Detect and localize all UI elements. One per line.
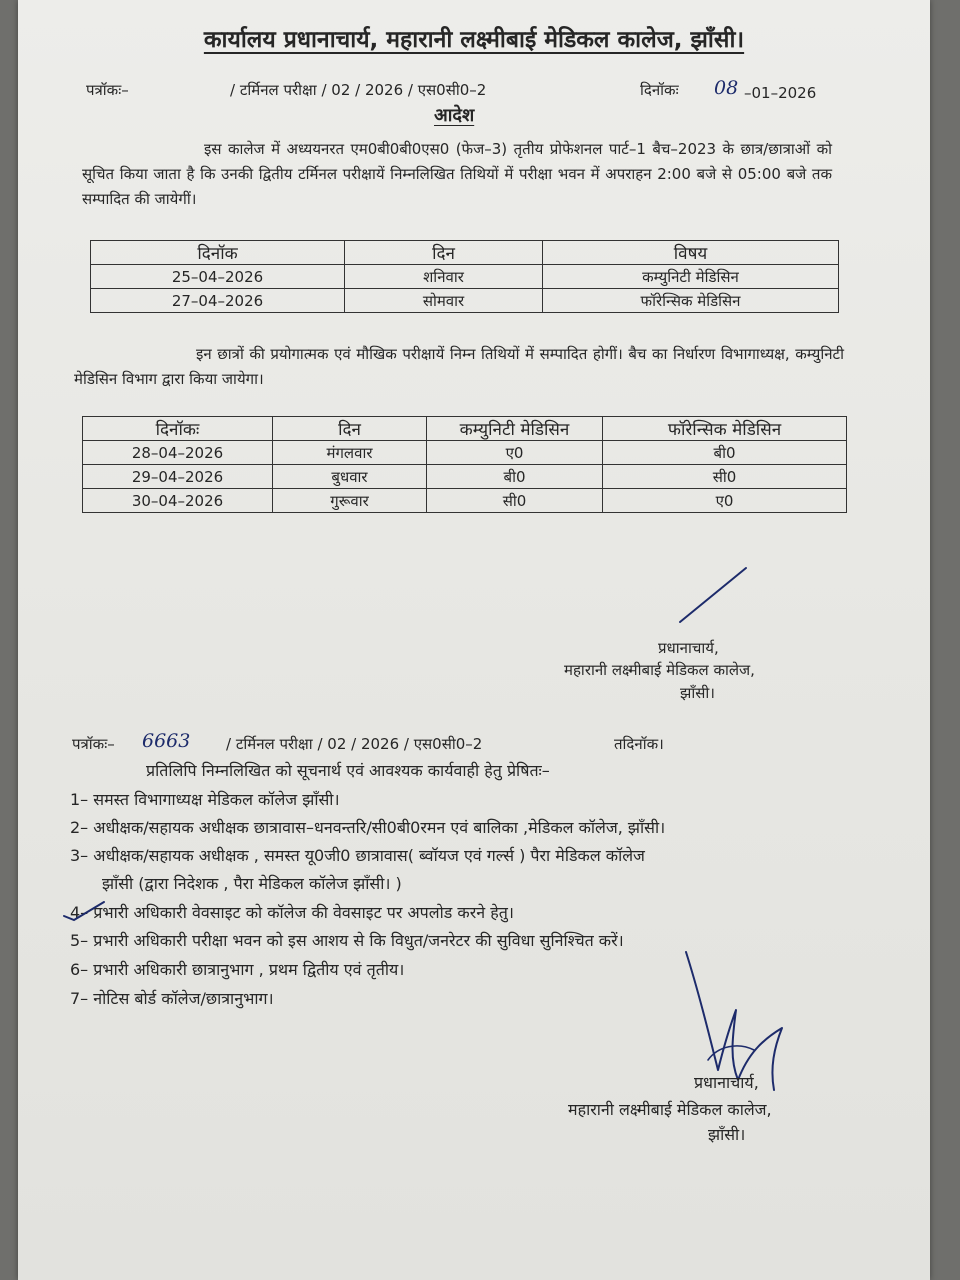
- ref-label: पत्रॉकः–: [86, 81, 129, 99]
- signature2-college: महारानी लक्ष्मीबाई मेडिकल कालेज,: [568, 1100, 772, 1119]
- table-cell: बी0: [427, 465, 603, 489]
- signature1-college: महारानी लक्ष्मीबाई मेडिकल कालेज,: [564, 661, 755, 679]
- signature-stroke-1: [668, 560, 758, 630]
- office-title: कार्यालय प्रधानाचार्य, महारानी लक्ष्मीबाई मेडिकल कालेज, झाँसी।: [203, 27, 745, 53]
- table-cell: कम्युनिटी मेडिसिन: [543, 265, 839, 289]
- list-item: झाँसी (द्वारा निदेशक , पैरा मेडिकल कॉलेज झाँसी। ): [102, 874, 402, 893]
- signature2-city: झाँसी।: [708, 1125, 746, 1144]
- table-cell: 25–04–2026: [91, 265, 345, 289]
- signature2-designation: प्रधानाचार्य,: [694, 1073, 759, 1092]
- table-cell: ए0: [603, 489, 847, 513]
- table-cell: 27–04–2026: [91, 289, 345, 313]
- column-header: दिन: [345, 241, 543, 265]
- table-cell: सोमवार: [345, 289, 543, 313]
- list-item: 2– अधीक्षक/सहायक अधीक्षक छात्रावास–धनवन्तरि/सी0बी0रमन एवं बालिका ,मेडिकल कॉलेज, झाँसी।: [70, 818, 666, 837]
- copy-ref-number-handwritten: 6663: [142, 730, 191, 752]
- order-heading: आदेश: [434, 105, 475, 126]
- list-item: 1– समस्त विभागाध्यक्ष मेडिकल कॉलेज झाँसी।: [70, 790, 340, 809]
- table-cell: शनिवार: [345, 265, 543, 289]
- column-header: दिनॉकः: [83, 417, 273, 441]
- order-paragraph-2: इन छात्रों की प्रयोगात्मक एवं मौखिक परीक्षायें निम्न तिथियों में सम्पादित होगीं। बैच का निर्धारण विभागाध्यक्ष, कम्युनिटी मेडिसिन विभाग द्वारा किया जायेगा।: [74, 345, 844, 388]
- table-cell: गुरूवार: [273, 489, 427, 513]
- column-header: फॉरेन्सिक मेडिसिन: [603, 417, 847, 441]
- date-day-handwritten: 08: [714, 77, 739, 99]
- document-page: [18, 0, 930, 1280]
- column-header: दिनॉक: [91, 241, 345, 265]
- list-item: 7– नोटिस बोर्ड कॉलेज/छात्रानुभाग।: [70, 989, 274, 1008]
- table-cell: 29–04–2026: [83, 465, 273, 489]
- list-item: 4– प्रभारी अधिकारी वेवसाइट को कॉलेज की वेवसाइट पर अपलोड करने हेतु।: [70, 903, 514, 922]
- table-row: [91, 289, 839, 313]
- table-cell: बी0: [603, 441, 847, 465]
- copy-ref-label: पत्रॉकः–: [72, 735, 115, 753]
- signature1-designation: प्रधानाचार्य,: [658, 639, 719, 657]
- table-cell: फॉरेन्सिक मेडिसिन: [543, 289, 839, 313]
- table-header-row: [91, 241, 839, 265]
- table-cell: 30–04–2026: [83, 489, 273, 513]
- table-cell: सी0: [603, 465, 847, 489]
- list-item: 5– प्रभारी अधिकारी परीक्षा भवन को इस आशय से कि विधुत/जनरेटर की सुविधा सुनिश्चित करें।: [70, 931, 624, 950]
- list-item: 6– प्रभारी अधिकारी छात्रानुभाग , प्रथम द्वितीय एवं तृतीय।: [70, 960, 405, 979]
- order-paragraph-1: इस कालेज में अध्ययनरत एम0बी0बी0एस0 (फेज–3) तृतीय प्रोफेशनल पार्ट–1 बैच–2023 के छात्र/छात्राओं को सूचित किया जाता है कि उनकी द्वितीय टर्मिनल परीक्षायें निम्नलिखित तिथियों में परीक्षा भवन में अपराहन 2:00 बजे से 05:00 बजे तक सम्पादित की जायेगीं।: [82, 140, 832, 208]
- practical-exam-table: [82, 416, 847, 513]
- table-row: [91, 265, 839, 289]
- signature1-city: झाँसी।: [680, 684, 715, 702]
- copy-intro: प्रतिलिपि निम्नलिखित को सूचनार्थ एवं आवश्यक कार्यवाही हेतु प्रेषितः–: [146, 761, 550, 780]
- table-cell: बुधवार: [273, 465, 427, 489]
- ref-text: / टर्मिनल परीक्षा / 02 / 2026 / एस0सी0–2: [230, 81, 487, 99]
- table-cell: 28–04–2026: [83, 441, 273, 465]
- copy-date: तदिनॉक।: [614, 735, 664, 753]
- table-header-row: [83, 417, 847, 441]
- column-header: विषय: [543, 241, 839, 265]
- date-rest: –01–2026: [744, 84, 817, 102]
- table-row: [83, 441, 847, 465]
- table-row: [83, 489, 847, 513]
- list-item: 3– अधीक्षक/सहायक अधीक्षक , समस्त यू0जी0 छात्रावास( ब्वॉयज एवं गर्ल्स ) पैरा मेडिकल कॉलेज: [70, 846, 645, 865]
- column-header: कम्युनिटी मेडिसिन: [427, 417, 603, 441]
- column-header: दिन: [273, 417, 427, 441]
- tick-mark: [60, 898, 110, 924]
- copy-ref-text: / टर्मिनल परीक्षा / 02 / 2026 / एस0सी0–2: [226, 735, 483, 753]
- table-row: [83, 465, 847, 489]
- table-cell: मंगलवार: [273, 441, 427, 465]
- table-cell: ए0: [427, 441, 603, 465]
- table-cell: सी0: [427, 489, 603, 513]
- theory-exam-table: [90, 240, 839, 313]
- date-label: दिनॉकः: [640, 81, 679, 99]
